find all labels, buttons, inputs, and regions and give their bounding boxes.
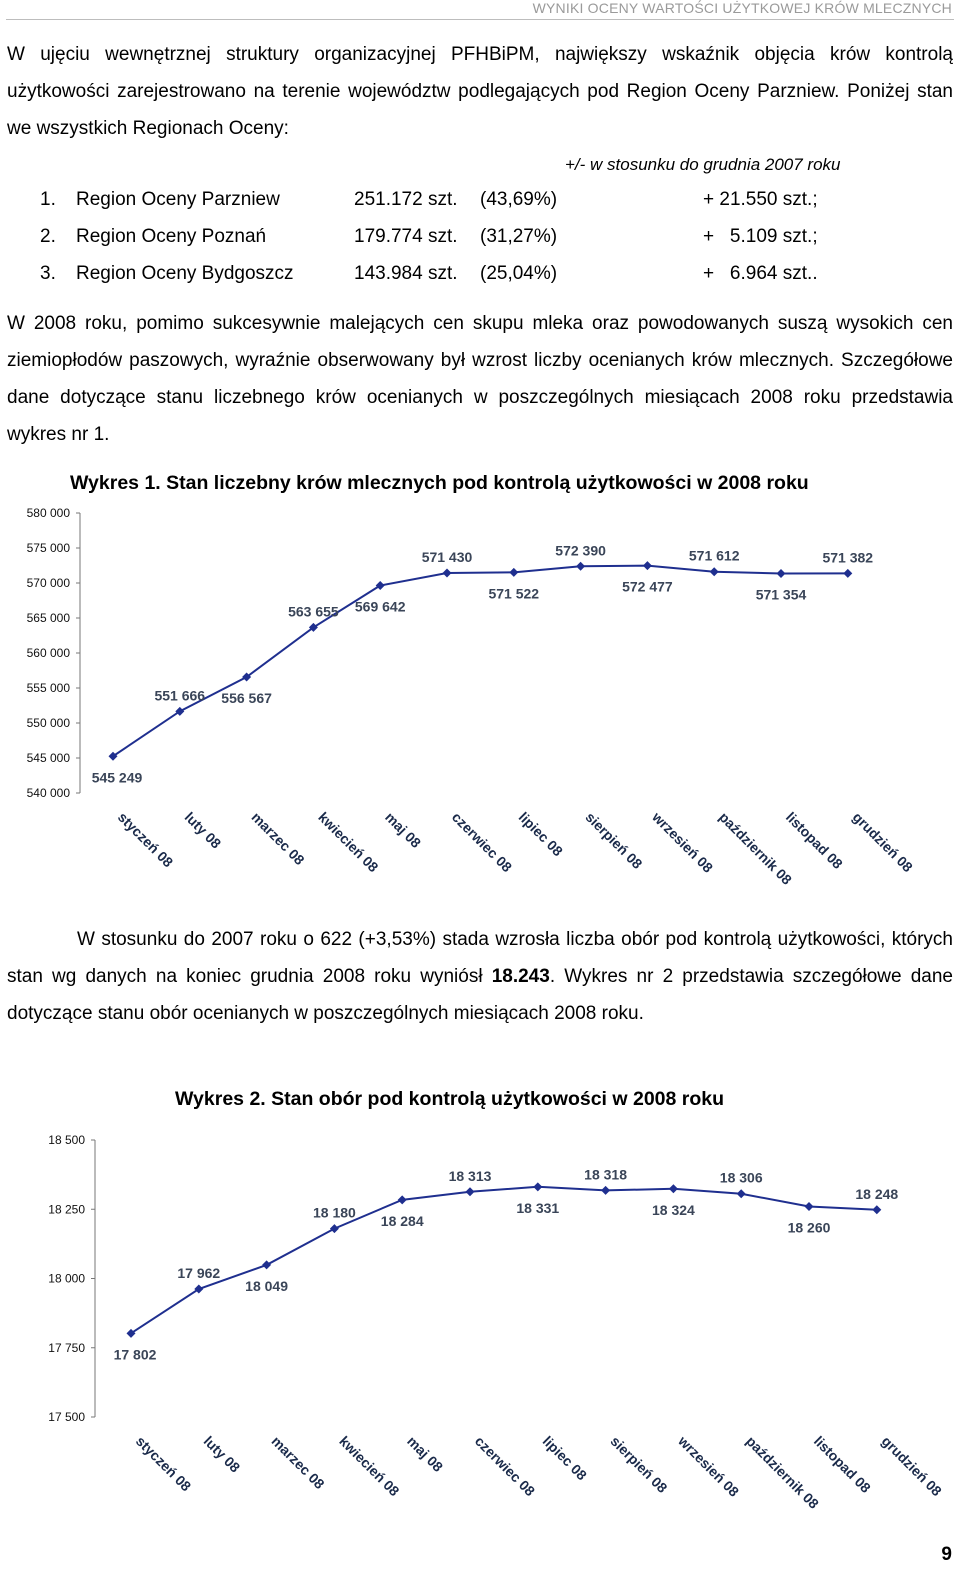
x-category-label: październik 08: [716, 808, 796, 888]
x-category-label: lipiec 08: [515, 808, 567, 860]
data-label: 18 260: [787, 1219, 831, 1236]
y-tick-label: 540 000: [26, 786, 70, 800]
y-tick-label: 17 500: [48, 1410, 85, 1424]
y-tick-label: 18 250: [48, 1202, 85, 1217]
data-label: 551 666: [154, 687, 206, 704]
x-category-label: grudzień 08: [849, 808, 917, 876]
data-label: 545 249: [91, 769, 143, 786]
region-name: Region Oceny Parzniew: [76, 189, 280, 210]
x-category-label: luty 08: [200, 1432, 244, 1476]
series-line: [131, 1187, 877, 1334]
x-category-label: sierpień 08: [607, 1432, 671, 1496]
data-point-marker: [601, 1186, 610, 1195]
chart-2: [0, 1120, 960, 1540]
y-tick-label: 18 000: [48, 1271, 85, 1286]
region-number: 1.: [40, 189, 56, 210]
body-paragraph-3: [7, 921, 953, 1032]
data-point-marker: [443, 568, 452, 577]
data-point-marker: [643, 561, 652, 570]
data-label: 17 802: [113, 1346, 157, 1363]
region-share: (43,69%): [480, 189, 558, 210]
data-label: 18 306: [719, 1169, 763, 1186]
data-point-marker: [843, 569, 852, 578]
data-point-marker: [398, 1195, 407, 1204]
data-point-marker: [737, 1189, 746, 1198]
data-label: 18 248: [855, 1185, 899, 1202]
data-label: 18 324: [651, 1201, 695, 1218]
data-label: 571 430: [421, 548, 473, 565]
x-category-label: lipiec 08: [539, 1432, 591, 1484]
x-category-label: czerwiec 08: [471, 1432, 539, 1500]
x-category-label: marzec 08: [248, 808, 308, 869]
x-category-label: kwiecień 08: [315, 808, 382, 876]
data-label: 556 567: [221, 690, 272, 707]
series-line: [113, 566, 848, 757]
page-number: 9: [941, 1544, 952, 1565]
region-name: Region Oceny Poznań: [76, 226, 267, 247]
data-point-marker: [872, 1205, 881, 1214]
data-label: 572 390: [555, 542, 606, 559]
data-label: 571 612: [688, 547, 740, 564]
region-share: (31,27%): [480, 226, 558, 247]
data-label: 18 318: [584, 1166, 628, 1183]
x-category-label: listopad 08: [782, 808, 846, 872]
data-point-marker: [330, 1224, 339, 1233]
paragraph-3-text: W stosunku do 2007 roku o 622 (+3,53%) stada wzrosła liczba obór pod kontrolą użytkowości, których stan wg danych na koniec grudnia 2008 roku wyniósł: [7, 929, 953, 987]
data-label: 569 642: [354, 598, 406, 615]
data-label: 18 180: [312, 1204, 356, 1221]
x-category-label: listopad 08: [810, 1432, 874, 1496]
data-label: 571 354: [755, 586, 807, 603]
x-category-label: styczeń 08: [114, 808, 177, 871]
y-tick-label: 580 000: [26, 506, 70, 520]
data-point-marker: [777, 569, 786, 578]
x-category-label: październik 08: [743, 1432, 823, 1512]
data-label: 17 962: [177, 1265, 221, 1282]
y-tick-label: 17 750: [48, 1340, 85, 1355]
data-point-marker: [805, 1202, 814, 1211]
data-label: 571 522: [488, 585, 540, 602]
x-category-label: wrzesień 08: [649, 808, 717, 876]
region-number: 2.: [40, 226, 56, 247]
data-point-marker: [669, 1184, 678, 1193]
x-category-label: czerwiec 08: [448, 808, 516, 876]
data-label: 18 331: [516, 1199, 560, 1216]
y-tick-label: 555 000: [26, 681, 70, 695]
intro-paragraph: W ujęciu wewnętrznej struktury organizacyjnej PFHBiPM, największy wskaźnik objęcia krów kontrolą użytkowości zarejestrowano na terenie województw podlegających pod Region Oceny Parzniew. Poniżej stan we wszystkich Regionach Oceny:: [7, 44, 953, 139]
y-tick-label: 550 000: [26, 716, 70, 730]
region-name: Region Oceny Bydgoszcz: [76, 263, 294, 284]
paragraph-3-text-end: . Wykres nr 2 przedstawia szczegółowe dane dotyczące stanu obór ocenianych w poszczególnych miesiącach 2008 roku.: [7, 966, 953, 1024]
x-category-label: marzec 08: [268, 1432, 328, 1493]
x-category-label: wrzesień 08: [675, 1432, 743, 1500]
region-share: (25,04%): [480, 263, 558, 284]
data-label: 563 655: [288, 603, 339, 620]
regions-change-note: +/- w stosunku do grudnia 2007 roku: [565, 155, 841, 174]
chart-1-title: Wykres 1. Stan liczebny krów mlecznych pod kontrolą użytkowości w 2008 roku: [70, 472, 809, 494]
y-tick-label: 560 000: [26, 646, 70, 660]
region-count: 251.172 szt.: [354, 189, 458, 210]
region-count: 143.984 szt.: [354, 263, 458, 284]
y-tick-label: 570 000: [26, 576, 70, 590]
chart-1: [0, 490, 960, 910]
region-count: 179.774 szt.: [354, 226, 458, 247]
x-category-label: maj 08: [382, 808, 425, 851]
region-change: + 5.109 szt.;: [703, 226, 818, 247]
running-header: WYNIKI OCENY WARTOŚCI UŻYTKOWEJ KRÓW MLECZNYCH: [532, 0, 952, 16]
x-category-label: styczeń 08: [132, 1432, 195, 1495]
data-point-marker: [509, 568, 518, 577]
region-change: + 6.964 szt..: [703, 263, 818, 284]
y-tick-label: 545 000: [26, 751, 70, 765]
y-tick-label: 575 000: [26, 541, 70, 555]
data-point-marker: [576, 562, 585, 571]
data-point-marker: [533, 1182, 542, 1191]
region-change: + 21.550 szt.;: [703, 189, 818, 210]
data-label: 571 382: [822, 549, 874, 566]
x-category-label: maj 08: [404, 1432, 447, 1475]
y-tick-label: 18 500: [48, 1133, 85, 1147]
data-label: 18 284: [380, 1212, 424, 1229]
data-label: 18 313: [448, 1167, 492, 1184]
x-category-label: luty 08: [181, 808, 225, 852]
region-number: 3.: [40, 263, 56, 284]
x-category-label: sierpień 08: [582, 808, 646, 872]
header-divider: [6, 19, 954, 20]
paragraph-3-bold-value: 18.243: [491, 966, 550, 987]
y-tick-label: 565 000: [26, 611, 70, 625]
data-point-marker: [466, 1187, 475, 1196]
x-category-label: grudzień 08: [878, 1432, 946, 1500]
data-label: 18 049: [245, 1277, 289, 1294]
data-label: 572 477: [622, 578, 673, 595]
chart-2-title: Wykres 2. Stan obór pod kontrolą użytkowości w 2008 roku: [175, 1088, 725, 1110]
data-point-marker: [710, 567, 719, 576]
x-category-label: kwiecień 08: [336, 1432, 403, 1500]
body-paragraph-2: W 2008 roku, pomimo sukcesywnie malejących cen skupu mleka oraz powodowanych suszą wysokich cen ziemiopłodów paszowych, wyraźnie obserwowany był wzrost liczby ocenianych krów mlecznych. Szczegółowe dane dotyczące stanu liczebnego krów ocenianych w poszczególnych miesiącach 2008 roku przedstawia wykres nr 1.: [7, 313, 953, 445]
data-point-marker: [262, 1260, 271, 1269]
